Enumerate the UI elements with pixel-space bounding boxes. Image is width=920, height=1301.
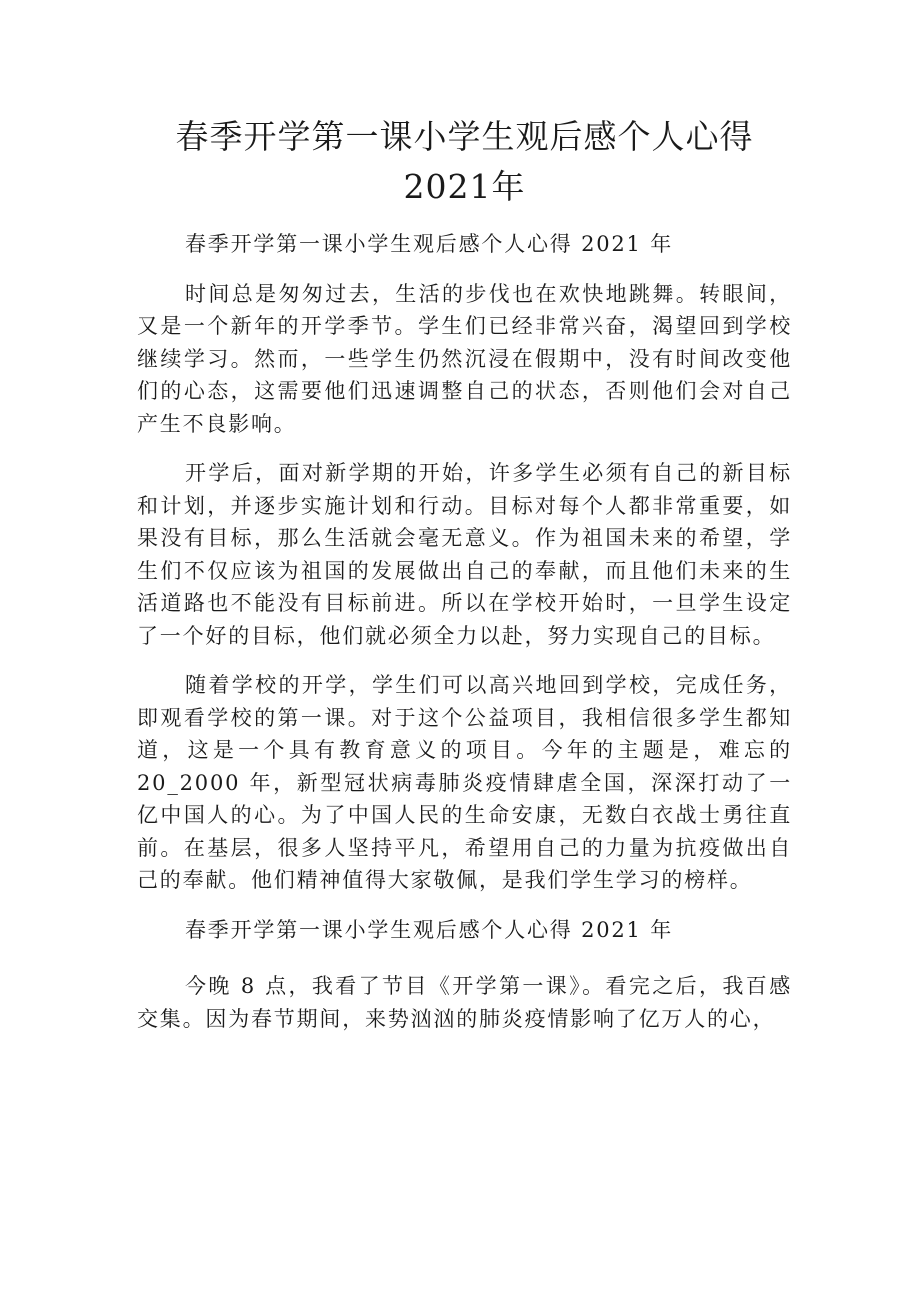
document-title <box>137 112 792 212</box>
paragraph-1: 时间总是匆匆过去，生活的步伐也在欢快地跳舞。转眼间，又是一个新年的开学季节。学生们已经非常兴奋，渴望回到学校继续学习。然而，一些学生仍然沉浸在假期中，没有时间改变他们的心态，这需要他们迅速调整自己的状态，否则他们会对自己产生不良影响。 <box>137 281 792 436</box>
paragraph-2: 开学后，面对新学期的开始，许多学生必须有自己的新目标和计划，并逐步实施计划和行动。目标对每个人都非常重要，如果没有目标，那么生活就会毫无意义。作为祖国未来的希望，学生们不仅应该为祖国的发展做出自己的奉献，而且他们未来的生活道路也不能没有目标前进。所以在学校开始时，一旦学生设定了一个好的目标，他们就必须全力以赴，努力实现自己的目标。 <box>137 461 792 648</box>
paragraph-4: 今晚 8 点，我看了节目《开学第一课》。看完之后，我百感交集。因为春节期间，来势汹汹的肺炎疫情影响了亿万人的心， <box>137 974 792 1031</box>
title-line-1: 春季开学第一课小学生观后感个人心得 <box>175 117 754 156</box>
title-line-2: 2021年 <box>403 167 526 206</box>
subtitle-1: 春季开学第一课小学生观后感个人心得 2021 年 <box>185 232 673 256</box>
subtitle-2: 春季开学第一课小学生观后感个人心得 2021 年 <box>185 917 673 942</box>
paragraph-3: 随着学校的开学，学生们可以高兴地回到学校，完成任务，即观看学校的第一课。对于这个公益项目，我相信很多学生都知道，这是一个具有教育意义的项目。今年的主题是，难忘的 20_2000 年，新型冠状病毒肺炎疫情肆虐全国，深深打动了一亿中国人的心。为了中国人民的生命安康，无数白衣战士勇往直前。在基层，很多人坚持平凡，希望用自己的力量为抗疫做出自己的奉献。他们精神值得大家敬佩，是我们学生学习的榜样。 <box>137 673 792 892</box>
